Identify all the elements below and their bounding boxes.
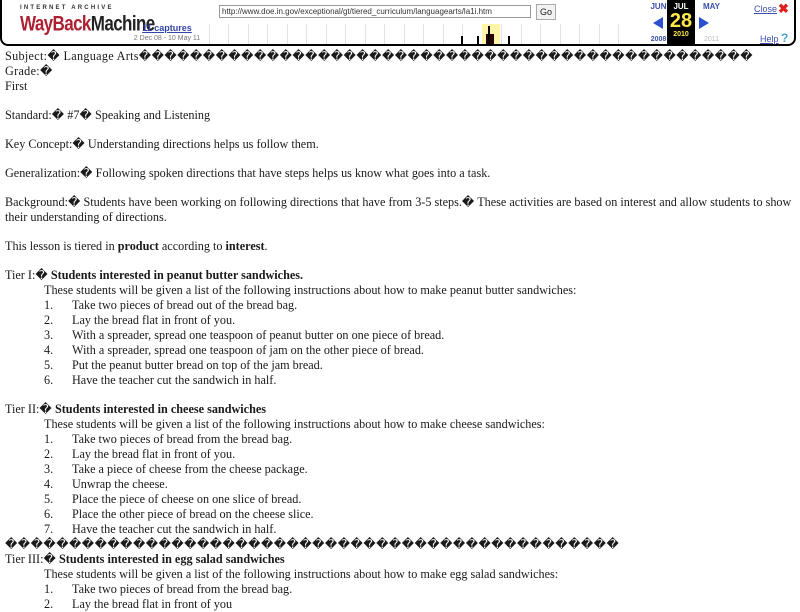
- generalization-line: Generalization:� Following spoken directions that have steps helps us know what goes into a task.: [5, 166, 491, 180]
- histogram-gridline: [248, 24, 249, 44]
- tier-1-intro: These students will be given a list of the following instructions about how to make peanut butter sandwiches:: [44, 283, 577, 297]
- tier-3-heading: [5, 552, 795, 567]
- capture-bar[interactable]: [461, 36, 463, 46]
- step-text: Have the teacher cut the sandwich in half.: [72, 373, 277, 387]
- step-item: [5, 343, 795, 358]
- histogram-gridline: [501, 24, 502, 44]
- histogram-gridline: [618, 24, 619, 44]
- current-day: 28: [669, 10, 693, 32]
- step-number: 1.: [44, 432, 54, 446]
- step-number: 2.: [44, 597, 54, 611]
- url-input[interactable]: http://www.doe.in.gov/exceptional/gt/tiered_curriculum/languagearts/la1i.htm: [219, 5, 531, 18]
- histogram-gridline: [521, 24, 522, 44]
- histogram-gridline: [599, 24, 600, 44]
- step-number: 5.: [44, 492, 54, 506]
- histogram-gridline: [540, 24, 541, 44]
- tiering-interest: interest: [225, 239, 265, 253]
- histogram-gridline: [228, 24, 229, 44]
- step-text: Lay the bread flat in front of you.: [72, 313, 236, 327]
- tier-label: Tier III:�: [5, 552, 56, 566]
- tiering-text: .: [264, 239, 268, 253]
- tier-label: Tier I:�: [5, 268, 48, 282]
- tier-title: Students interested in cheese sandwiches: [51, 402, 267, 416]
- help-icon[interactable]: ?: [781, 31, 789, 45]
- background-paragraph: Background:� Students have been working on following directions that have from 3-5 steps.� These activities are based on interest and allow students to show their understanding of directions.: [5, 195, 792, 224]
- step-text: Lay the bread flat in front of you.: [72, 447, 236, 461]
- logo-machine: Machine: [90, 11, 155, 36]
- capture-bar-current[interactable]: [488, 26, 490, 46]
- subject-line: Subject:� Language Arts������������������������������������������������ Grade:�: [5, 49, 754, 78]
- standard-line: Standard:� #7� Speaking and Listening: [5, 108, 211, 122]
- histogram-gridline: [306, 24, 307, 44]
- tier-1-heading: [5, 268, 795, 283]
- step-item: [5, 358, 795, 373]
- step-item: [5, 462, 795, 477]
- histogram-gridline: [267, 24, 268, 44]
- step-text: With a spreader, spread one teaspoon of peanut butter on one piece of bread.: [72, 328, 445, 342]
- step-item: [5, 507, 795, 522]
- wayback-logo[interactable]: [20, 5, 155, 41]
- histogram-gridline: [384, 24, 385, 44]
- step-text: Take two pieces of bread from the bread bag.: [72, 582, 293, 596]
- step-number: 7.: [44, 522, 54, 536]
- histogram-gridline: [579, 24, 580, 44]
- step-item: [5, 328, 795, 343]
- current-year: 2010: [673, 31, 689, 38]
- step-item: [5, 597, 795, 612]
- tier-1-steps: [5, 298, 795, 388]
- prev-year[interactable]: 2008: [650, 36, 667, 43]
- step-item: [5, 477, 795, 492]
- histogram-gridline: [404, 24, 405, 44]
- capture-histogram[interactable]: [209, 24, 629, 46]
- next-month[interactable]: MAY: [702, 2, 721, 11]
- tier-label: Tier II:�: [5, 402, 52, 416]
- step-number: 2.: [44, 313, 54, 327]
- step-item: [5, 582, 795, 597]
- tiering-product: product: [117, 239, 159, 253]
- step-number: 5.: [44, 358, 54, 372]
- tiering-text: This lesson is tiered in: [5, 239, 118, 253]
- histogram-gridline: [326, 24, 327, 44]
- current-capture: [667, 0, 695, 46]
- key-concept-line: Key Concept:� Understanding directions helps us follow them.: [5, 137, 319, 151]
- wayback-toolbar: [0, 0, 796, 46]
- step-text: With a spreader, spread one teaspoon of jam on the other piece of bread.: [72, 343, 424, 357]
- step-item: [5, 313, 795, 328]
- step-number: 6.: [44, 373, 54, 387]
- histogram-gridline: [423, 24, 424, 44]
- current-month: JUL: [673, 2, 689, 11]
- capture-bar[interactable]: [477, 36, 479, 46]
- step-item: [5, 492, 795, 507]
- logo-way: Way: [20, 11, 53, 36]
- help-link[interactable]: Help: [760, 34, 779, 44]
- next-year: 2011: [703, 36, 720, 43]
- prev-month[interactable]: JUN: [650, 2, 667, 11]
- step-number: 4.: [44, 477, 54, 491]
- step-item: [5, 373, 795, 388]
- garbled-separator: ������������������������������������������������: [5, 537, 620, 551]
- close-link[interactable]: Close: [754, 4, 778, 14]
- step-item: [5, 447, 795, 462]
- tier-title: Students interested in egg salad sandwiches: [55, 552, 285, 566]
- tier-2-steps: [5, 432, 795, 537]
- histogram-gridline: [345, 24, 346, 44]
- tiering-summary: [5, 239, 795, 254]
- tier-2-intro: These students will be given a list of the following instructions about how to make cheese sandwiches:: [44, 417, 545, 431]
- tier-2-heading: [5, 402, 795, 417]
- captures-range: 2 Dec 08 - 10 May 11: [133, 35, 201, 42]
- step-number: 4.: [44, 343, 54, 357]
- logo-top-text: INTERNET ARCHIVE: [20, 5, 114, 11]
- step-number: 1.: [44, 582, 54, 596]
- step-item: [5, 298, 795, 313]
- step-text: Unwrap the cheese.: [72, 477, 168, 491]
- step-number: 2.: [44, 447, 54, 461]
- grade-value: First: [5, 79, 28, 93]
- step-text: Lay the bread flat in front of you: [72, 597, 233, 611]
- step-number: 3.: [44, 328, 54, 342]
- step-text: Place the other piece of bread on the cheese slice.: [72, 507, 314, 521]
- prev-arrow-icon[interactable]: [653, 17, 663, 29]
- histogram-gridline: [209, 24, 210, 44]
- step-text: Take two pieces of bread out of the bread bag.: [72, 298, 298, 312]
- step-item: [5, 522, 795, 537]
- logo-back: Back: [52, 11, 91, 36]
- calendar-nav: [642, 0, 742, 46]
- histogram-gridline: [365, 24, 366, 44]
- histogram-gridline: [287, 24, 288, 44]
- lesson-document: [5, 49, 795, 612]
- histogram-gridline: [443, 24, 444, 44]
- tier-title: Students interested in peanut butter sandwiches.: [47, 268, 304, 282]
- step-text: Put the peanut butter bread on top of the jam bread.: [72, 358, 323, 372]
- histogram-gridline: [560, 24, 561, 44]
- next-capture[interactable]: [695, 0, 728, 46]
- tiering-text: according to: [158, 239, 226, 253]
- step-text: Take a piece of cheese from the cheese package.: [72, 462, 308, 476]
- close-icon[interactable]: ✖: [778, 1, 789, 16]
- tier-3-steps: [5, 582, 795, 612]
- step-text: Have the teacher cut the sandwich in half.: [72, 522, 277, 536]
- step-number: 3.: [44, 462, 54, 476]
- step-text: Take two pieces of bread from the bread bag.: [72, 432, 293, 446]
- tier-3-intro: These students will be given a list of the following instructions about how to make egg salad sandwiches:: [44, 567, 559, 581]
- capture-bar[interactable]: [508, 36, 510, 46]
- step-item: [5, 432, 795, 447]
- captures-info: [132, 23, 202, 42]
- captures-link[interactable]: 11 captures: [142, 23, 192, 33]
- logo-main-text: [20, 11, 155, 36]
- go-button[interactable]: Go: [536, 4, 556, 20]
- step-text: Place the piece of cheese on one slice of bread.: [72, 492, 302, 506]
- step-number: 1.: [44, 298, 54, 312]
- step-number: 6.: [44, 507, 54, 521]
